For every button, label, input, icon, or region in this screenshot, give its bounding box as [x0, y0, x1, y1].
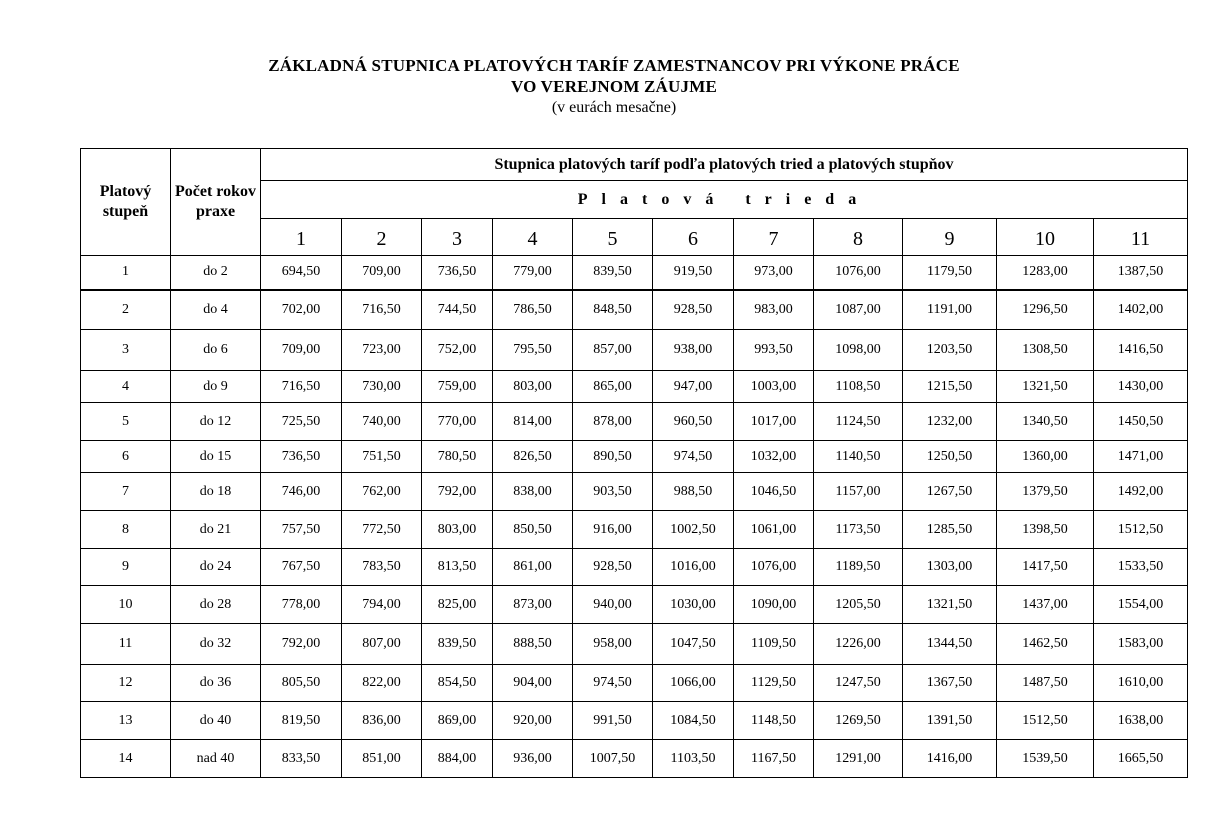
- cell-pocet-rokov: do 32: [171, 624, 261, 665]
- cell-tarif-trieda-11: 1430,00: [1094, 371, 1188, 403]
- cell-tarif-trieda-6: 1016,00: [653, 549, 734, 586]
- cell-tarif-trieda-8: 1098,00: [814, 330, 903, 371]
- cell-tarif-trieda-10: 1512,50: [997, 702, 1094, 740]
- cell-tarif-trieda-2: 740,00: [342, 403, 422, 441]
- cell-tarif-trieda-3: 839,50: [422, 624, 493, 665]
- cell-tarif-trieda-9: 1191,00: [903, 290, 997, 330]
- table-body: [81, 256, 1188, 778]
- cell-tarif-trieda-1: 792,00: [261, 624, 342, 665]
- header-class-1: 1: [261, 219, 342, 256]
- cell-tarif-trieda-10: 1340,50: [997, 403, 1094, 441]
- table-row: [81, 702, 1188, 740]
- cell-platovy-stupen: 13: [81, 702, 171, 740]
- cell-tarif-trieda-9: 1285,50: [903, 511, 997, 549]
- cell-tarif-trieda-8: 1076,00: [814, 256, 903, 290]
- cell-pocet-rokov: do 9: [171, 371, 261, 403]
- cell-tarif-trieda-11: 1387,50: [1094, 256, 1188, 290]
- cell-tarif-trieda-9: 1267,50: [903, 473, 997, 511]
- cell-tarif-trieda-1: 778,00: [261, 586, 342, 624]
- cell-pocet-rokov: do 2: [171, 256, 261, 290]
- cell-tarif-trieda-10: 1308,50: [997, 330, 1094, 371]
- cell-tarif-trieda-7: 1129,50: [734, 665, 814, 702]
- cell-tarif-trieda-6: 1103,50: [653, 740, 734, 778]
- cell-tarif-trieda-1: 694,50: [261, 256, 342, 290]
- cell-tarif-trieda-4: 936,00: [493, 740, 573, 778]
- cell-tarif-trieda-2: 851,00: [342, 740, 422, 778]
- cell-tarif-trieda-1: 709,00: [261, 330, 342, 371]
- cell-tarif-trieda-7: 1167,50: [734, 740, 814, 778]
- header-class-9: 9: [903, 219, 997, 256]
- cell-tarif-trieda-4: 786,50: [493, 290, 573, 330]
- cell-tarif-trieda-6: 1066,00: [653, 665, 734, 702]
- cell-tarif-trieda-2: 794,00: [342, 586, 422, 624]
- cell-tarif-trieda-9: 1367,50: [903, 665, 997, 702]
- cell-tarif-trieda-7: 1109,50: [734, 624, 814, 665]
- cell-platovy-stupen: 8: [81, 511, 171, 549]
- cell-tarif-trieda-4: 850,50: [493, 511, 573, 549]
- cell-tarif-trieda-7: 1090,00: [734, 586, 814, 624]
- cell-tarif-trieda-11: 1610,00: [1094, 665, 1188, 702]
- cell-tarif-trieda-2: 822,00: [342, 665, 422, 702]
- cell-tarif-trieda-3: 759,00: [422, 371, 493, 403]
- cell-tarif-trieda-4: 814,00: [493, 403, 573, 441]
- cell-tarif-trieda-5: 1007,50: [573, 740, 653, 778]
- cell-tarif-trieda-2: 709,00: [342, 256, 422, 290]
- cell-tarif-trieda-2: 807,00: [342, 624, 422, 665]
- cell-tarif-trieda-1: 716,50: [261, 371, 342, 403]
- cell-platovy-stupen: 14: [81, 740, 171, 778]
- cell-tarif-trieda-11: 1402,00: [1094, 290, 1188, 330]
- cell-pocet-rokov: nad 40: [171, 740, 261, 778]
- cell-tarif-trieda-6: 1047,50: [653, 624, 734, 665]
- cell-tarif-trieda-8: 1140,50: [814, 441, 903, 473]
- cell-tarif-trieda-10: 1360,00: [997, 441, 1094, 473]
- cell-tarif-trieda-3: 792,00: [422, 473, 493, 511]
- table-row: [81, 665, 1188, 702]
- cell-tarif-trieda-8: 1205,50: [814, 586, 903, 624]
- cell-tarif-trieda-1: 702,00: [261, 290, 342, 330]
- cell-tarif-trieda-9: 1344,50: [903, 624, 997, 665]
- cell-tarif-trieda-3: 854,50: [422, 665, 493, 702]
- cell-tarif-trieda-11: 1533,50: [1094, 549, 1188, 586]
- cell-tarif-trieda-10: 1398,50: [997, 511, 1094, 549]
- tariff-table: [80, 148, 1188, 778]
- cell-tarif-trieda-9: 1250,50: [903, 441, 997, 473]
- cell-tarif-trieda-6: 1002,50: [653, 511, 734, 549]
- cell-tarif-trieda-3: 744,50: [422, 290, 493, 330]
- cell-tarif-trieda-7: 1076,00: [734, 549, 814, 586]
- cell-tarif-trieda-1: 805,50: [261, 665, 342, 702]
- cell-pocet-rokov: do 15: [171, 441, 261, 473]
- cell-tarif-trieda-2: 730,00: [342, 371, 422, 403]
- cell-tarif-trieda-6: 938,00: [653, 330, 734, 371]
- cell-tarif-trieda-5: 839,50: [573, 256, 653, 290]
- cell-tarif-trieda-1: 833,50: [261, 740, 342, 778]
- cell-tarif-trieda-9: 1203,50: [903, 330, 997, 371]
- cell-pocet-rokov: do 4: [171, 290, 261, 330]
- cell-platovy-stupen: 4: [81, 371, 171, 403]
- table-row: [81, 473, 1188, 511]
- cell-tarif-trieda-7: 983,00: [734, 290, 814, 330]
- header-class-3: 3: [422, 219, 493, 256]
- cell-tarif-trieda-9: 1321,50: [903, 586, 997, 624]
- cell-tarif-trieda-8: 1124,50: [814, 403, 903, 441]
- cell-tarif-trieda-5: 903,50: [573, 473, 653, 511]
- cell-tarif-trieda-10: 1437,00: [997, 586, 1094, 624]
- table-row: [81, 256, 1188, 290]
- cell-tarif-trieda-3: 770,00: [422, 403, 493, 441]
- cell-tarif-trieda-7: 1032,00: [734, 441, 814, 473]
- cell-tarif-trieda-10: 1417,50: [997, 549, 1094, 586]
- cell-tarif-trieda-8: 1087,00: [814, 290, 903, 330]
- cell-tarif-trieda-4: 920,00: [493, 702, 573, 740]
- cell-tarif-trieda-6: 1030,00: [653, 586, 734, 624]
- cell-tarif-trieda-1: 725,50: [261, 403, 342, 441]
- cell-tarif-trieda-3: 869,00: [422, 702, 493, 740]
- cell-tarif-trieda-4: 861,00: [493, 549, 573, 586]
- cell-tarif-trieda-3: 736,50: [422, 256, 493, 290]
- cell-tarif-trieda-6: 974,50: [653, 441, 734, 473]
- cell-tarif-trieda-5: 940,00: [573, 586, 653, 624]
- cell-tarif-trieda-7: 1046,50: [734, 473, 814, 511]
- cell-tarif-trieda-9: 1179,50: [903, 256, 997, 290]
- document-title: [0, 55, 1216, 118]
- cell-tarif-trieda-7: 1148,50: [734, 702, 814, 740]
- cell-tarif-trieda-8: 1173,50: [814, 511, 903, 549]
- cell-platovy-stupen: 2: [81, 290, 171, 330]
- cell-platovy-stupen: 5: [81, 403, 171, 441]
- title-subtitle: (v eurách mesačne): [551, 99, 677, 116]
- cell-tarif-trieda-10: 1462,50: [997, 624, 1094, 665]
- table-row: [81, 511, 1188, 549]
- cell-tarif-trieda-4: 803,00: [493, 371, 573, 403]
- cell-tarif-trieda-10: 1539,50: [997, 740, 1094, 778]
- cell-tarif-trieda-11: 1492,00: [1094, 473, 1188, 511]
- header-platovy-stupen: Platový stupeň: [81, 149, 171, 256]
- cell-tarif-trieda-5: 916,00: [573, 511, 653, 549]
- cell-tarif-trieda-11: 1450,50: [1094, 403, 1188, 441]
- title-line-2: VO VEREJNOM ZÁUJME: [510, 77, 717, 96]
- cell-tarif-trieda-5: 857,00: [573, 330, 653, 371]
- cell-platovy-stupen: 9: [81, 549, 171, 586]
- header-class-2: 2: [342, 219, 422, 256]
- cell-tarif-trieda-10: 1379,50: [997, 473, 1094, 511]
- table-row: [81, 403, 1188, 441]
- cell-tarif-trieda-4: 904,00: [493, 665, 573, 702]
- cell-platovy-stupen: 10: [81, 586, 171, 624]
- cell-tarif-trieda-3: 803,00: [422, 511, 493, 549]
- cell-pocet-rokov: do 40: [171, 702, 261, 740]
- cell-tarif-trieda-6: 1084,50: [653, 702, 734, 740]
- cell-platovy-stupen: 7: [81, 473, 171, 511]
- cell-tarif-trieda-10: 1296,50: [997, 290, 1094, 330]
- cell-tarif-trieda-7: 1061,00: [734, 511, 814, 549]
- cell-tarif-trieda-1: 819,50: [261, 702, 342, 740]
- cell-tarif-trieda-11: 1583,00: [1094, 624, 1188, 665]
- header-class-8: 8: [814, 219, 903, 256]
- cell-tarif-trieda-1: 746,00: [261, 473, 342, 511]
- cell-tarif-trieda-1: 757,50: [261, 511, 342, 549]
- cell-tarif-trieda-7: 973,00: [734, 256, 814, 290]
- cell-tarif-trieda-8: 1157,00: [814, 473, 903, 511]
- cell-tarif-trieda-6: 947,00: [653, 371, 734, 403]
- cell-tarif-trieda-7: 1003,00: [734, 371, 814, 403]
- cell-platovy-stupen: 11: [81, 624, 171, 665]
- cell-tarif-trieda-8: 1226,00: [814, 624, 903, 665]
- table-row: [81, 330, 1188, 371]
- table-row: [81, 371, 1188, 403]
- cell-tarif-trieda-9: 1232,00: [903, 403, 997, 441]
- cell-platovy-stupen: 1: [81, 256, 171, 290]
- cell-tarif-trieda-3: 813,50: [422, 549, 493, 586]
- cell-tarif-trieda-5: 974,50: [573, 665, 653, 702]
- cell-tarif-trieda-10: 1487,50: [997, 665, 1094, 702]
- cell-tarif-trieda-5: 890,50: [573, 441, 653, 473]
- cell-platovy-stupen: 6: [81, 441, 171, 473]
- cell-tarif-trieda-4: 888,50: [493, 624, 573, 665]
- header-pocet-rokov-praxe: Počet rokov praxe: [171, 149, 261, 256]
- title-line-1: ZÁKLADNÁ STUPNICA PLATOVÝCH TARÍF ZAMESTNANCOV PRI VÝKONE PRÁCE: [268, 56, 960, 75]
- cell-pocet-rokov: do 28: [171, 586, 261, 624]
- cell-tarif-trieda-6: 988,50: [653, 473, 734, 511]
- table-row: [81, 441, 1188, 473]
- cell-tarif-trieda-6: 928,50: [653, 290, 734, 330]
- header-stupnica: Stupnica platových taríf podľa platových tried a platových stupňov: [261, 149, 1188, 181]
- cell-pocet-rokov: do 24: [171, 549, 261, 586]
- table-row: [81, 740, 1188, 778]
- cell-pocet-rokov: do 6: [171, 330, 261, 371]
- cell-tarif-trieda-2: 783,50: [342, 549, 422, 586]
- cell-tarif-trieda-4: 779,00: [493, 256, 573, 290]
- cell-tarif-trieda-11: 1665,50: [1094, 740, 1188, 778]
- cell-tarif-trieda-1: 736,50: [261, 441, 342, 473]
- cell-tarif-trieda-2: 836,00: [342, 702, 422, 740]
- header-class-11: 11: [1094, 219, 1188, 256]
- cell-tarif-trieda-7: 993,50: [734, 330, 814, 371]
- cell-tarif-trieda-3: 752,00: [422, 330, 493, 371]
- table-row: [81, 586, 1188, 624]
- cell-tarif-trieda-4: 873,00: [493, 586, 573, 624]
- cell-pocet-rokov: do 12: [171, 403, 261, 441]
- cell-pocet-rokov: do 21: [171, 511, 261, 549]
- cell-tarif-trieda-3: 780,50: [422, 441, 493, 473]
- cell-tarif-trieda-9: 1416,00: [903, 740, 997, 778]
- cell-tarif-trieda-4: 838,00: [493, 473, 573, 511]
- cell-tarif-trieda-2: 772,50: [342, 511, 422, 549]
- cell-tarif-trieda-6: 919,50: [653, 256, 734, 290]
- cell-tarif-trieda-3: 825,00: [422, 586, 493, 624]
- cell-tarif-trieda-7: 1017,00: [734, 403, 814, 441]
- cell-tarif-trieda-5: 991,50: [573, 702, 653, 740]
- cell-tarif-trieda-9: 1391,50: [903, 702, 997, 740]
- cell-tarif-trieda-10: 1321,50: [997, 371, 1094, 403]
- header-platova-trieda: Platová trieda: [261, 181, 1188, 219]
- cell-tarif-trieda-2: 723,00: [342, 330, 422, 371]
- table-row: [81, 549, 1188, 586]
- cell-tarif-trieda-2: 716,50: [342, 290, 422, 330]
- cell-tarif-trieda-3: 884,00: [422, 740, 493, 778]
- cell-tarif-trieda-5: 928,50: [573, 549, 653, 586]
- cell-tarif-trieda-11: 1554,00: [1094, 586, 1188, 624]
- table-row: [81, 290, 1188, 330]
- cell-tarif-trieda-8: 1269,50: [814, 702, 903, 740]
- cell-tarif-trieda-2: 751,50: [342, 441, 422, 473]
- cell-tarif-trieda-8: 1247,50: [814, 665, 903, 702]
- cell-tarif-trieda-4: 826,50: [493, 441, 573, 473]
- cell-pocet-rokov: do 18: [171, 473, 261, 511]
- cell-tarif-trieda-11: 1512,50: [1094, 511, 1188, 549]
- cell-platovy-stupen: 3: [81, 330, 171, 371]
- cell-tarif-trieda-9: 1215,50: [903, 371, 997, 403]
- cell-tarif-trieda-9: 1303,00: [903, 549, 997, 586]
- header-class-6: 6: [653, 219, 734, 256]
- cell-platovy-stupen: 12: [81, 665, 171, 702]
- header-class-5: 5: [573, 219, 653, 256]
- cell-tarif-trieda-5: 958,00: [573, 624, 653, 665]
- cell-tarif-trieda-2: 762,00: [342, 473, 422, 511]
- cell-tarif-trieda-6: 960,50: [653, 403, 734, 441]
- cell-tarif-trieda-4: 795,50: [493, 330, 573, 371]
- cell-tarif-trieda-11: 1416,50: [1094, 330, 1188, 371]
- cell-tarif-trieda-5: 878,00: [573, 403, 653, 441]
- header-class-7: 7: [734, 219, 814, 256]
- header-class-4: 4: [493, 219, 573, 256]
- cell-tarif-trieda-1: 767,50: [261, 549, 342, 586]
- table-row: [81, 624, 1188, 665]
- cell-pocet-rokov: do 36: [171, 665, 261, 702]
- cell-tarif-trieda-11: 1471,00: [1094, 441, 1188, 473]
- cell-tarif-trieda-8: 1108,50: [814, 371, 903, 403]
- cell-tarif-trieda-10: 1283,00: [997, 256, 1094, 290]
- cell-tarif-trieda-8: 1291,00: [814, 740, 903, 778]
- cell-tarif-trieda-5: 865,00: [573, 371, 653, 403]
- cell-tarif-trieda-5: 848,50: [573, 290, 653, 330]
- cell-tarif-trieda-8: 1189,50: [814, 549, 903, 586]
- header-class-10: 10: [997, 219, 1094, 256]
- cell-tarif-trieda-11: 1638,00: [1094, 702, 1188, 740]
